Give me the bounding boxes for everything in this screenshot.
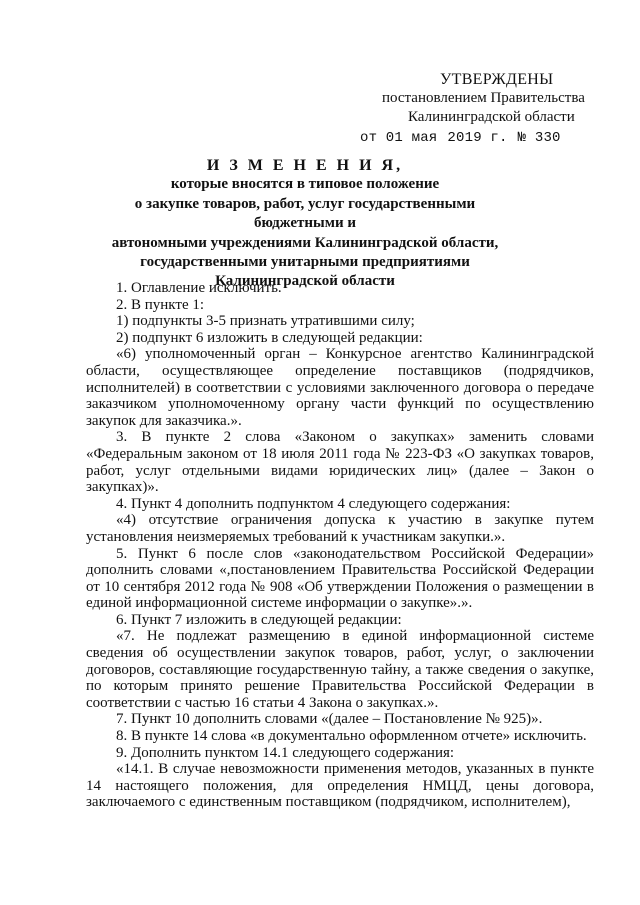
- paragraph-7: 7. Пункт 10 дополнить словами «(далее – Постановление № 925)».: [116, 711, 543, 728]
- document-heading: [90, 156, 520, 292]
- paragraph-2: 2. В пункте 1:: [116, 296, 205, 313]
- approval-line-1: постановлением Правительства: [382, 90, 585, 106]
- heading-line: Калининградской области: [215, 273, 395, 290]
- paragraph-2-1: 1) подпункты 3-5 признать утратившими силу;: [116, 313, 415, 330]
- paragraph-1: 1. Оглавление исключить.: [116, 280, 282, 296]
- paragraph-quote-4: «4) отсутствие ограничения допуска к участию в закупке путем установления неизмеряемых требований к участникам закупки.».: [86, 512, 594, 545]
- paragraph-3: 3. В пункте 2 слова «Законом о закупках» заменить словами «Федеральным законом от 18 июля 2011 года № 223-ФЗ «О закупках товаров, работ, услуг отдельными видами юридических лиц» (далее – Закон о закупках)».: [86, 429, 594, 496]
- approval-line-2: Калининградской области: [408, 109, 575, 125]
- document-body: [86, 280, 594, 811]
- approval-date: от 01 мая: [360, 130, 438, 146]
- approval-year: 2019 г.: [447, 130, 508, 146]
- paragraph-6: 6. Пункт 7 изложить в следующей редакции:: [116, 611, 402, 628]
- paragraph-quote-6: «6) уполномоченный орган – Конкурсное агентство Калининградской области, осуществляющее определение поставщиков (подрядчиков, исполнителей) в соответствии с условиями заключенного договора о передаче заказчиком уполномоченному органу части функций по осуществлению закупок для заказчика.».: [86, 346, 594, 429]
- approval-date-line: [360, 129, 610, 148]
- paragraph-5: 5. Пункт 6 после слов «законодательством Российской Федерации» дополнить словами «,постановлением Правительства Российской Федерации от 10 сентября 2012 года № 908 «Об утверждении Положения о размещении в единой информационной системе информации о закупке».».: [86, 545, 594, 612]
- paragraph-9: 9. Дополнить пунктом 14.1 следующего содержания:: [116, 744, 455, 761]
- approval-number: № 330: [517, 130, 561, 146]
- paragraph-8: 8. В пункте 14 слова «в документально оформленном отчете» исключить.: [116, 728, 587, 745]
- paragraph-quote-7: «7. Не подлежат размещению в единой информационной системе сведения об осуществлении закупок товаров, работ, услуг, о заключении договоров, составляющие государственную тайну, а также сведения о закупке, по которым принято решение Правительства Российской Федерации в соответствии с частью 16 статьи 4 Закона о закупках.».: [86, 628, 594, 711]
- heading-title: И З М Е Н Е Н И Я,: [206, 157, 404, 174]
- paragraph-2-2: 2) подпункт 6 изложить в следующей редакции:: [116, 329, 423, 346]
- heading-line: автономными учреждениями Калининградской области,: [111, 234, 499, 251]
- heading-line: о закупке товаров, работ, услуг государственными бюджетными и: [134, 195, 476, 232]
- approval-title: УТВЕРЖДЕНЫ: [440, 71, 554, 88]
- heading-line: государственными унитарными предприятиями: [140, 254, 470, 271]
- paragraph-4: 4. Пункт 4 дополнить подпунктом 4 следующего содержания:: [116, 495, 511, 512]
- heading-line: которые вносятся в типовое положение: [170, 176, 440, 193]
- paragraph-quote-14-1: «14.1. В случае невозможности применения методов, указанных в пункте 14 настоящего положения, для определения НМЦД, цены договора, заключаемого с единственным поставщиком (подрядчиком, исполнителем),: [86, 761, 594, 811]
- approval-stamp: [360, 70, 610, 148]
